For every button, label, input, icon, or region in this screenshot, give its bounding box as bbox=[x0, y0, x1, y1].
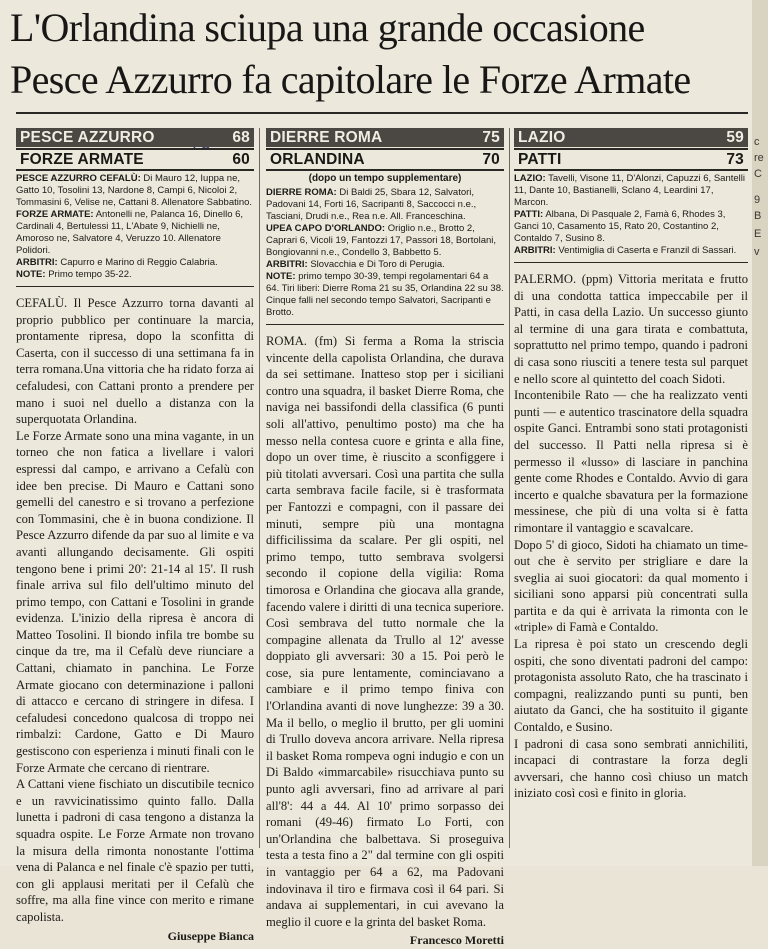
article-body bbox=[16, 295, 254, 926]
margin-fragment: re bbox=[754, 152, 764, 164]
team-score: 60 bbox=[232, 151, 250, 168]
article-body bbox=[514, 271, 748, 802]
team-score: 75 bbox=[482, 129, 500, 146]
author-signature: Giuseppe Bianca bbox=[167, 928, 254, 943]
team-score: 73 bbox=[726, 151, 744, 168]
paragraph: Dopo 5' di gioco, Sidoti ha chiamato un time-out che è servito per strigliare e dare la sveglia ai suoi giocatori: da qual momento i siciliani sono apparsi più concentrati sulla partita e da qui è arrivata la rimonta con le «triple» di Famà e Contaldo. bbox=[514, 537, 748, 635]
team-name: FORZE ARMATE bbox=[20, 151, 144, 168]
paragraph: Le Forze Armate sono una mina vagante, in un torneo che non fatica a livellare i valori espressi dal campo, e arrivano a Cefalù con idee ben precise. Di Mauro e Cattani sono gemelli del canestro e si trovano a perfezione con Tommasini, che è in buona condizione. Il Pesce Azzurro difende da par suo al limite e va avanti allungando decisamente. Gli ospiti tengono bene i primi 20': 21-14 al 15'. Il rush finale arriva sul filo dell'ultimo minuto del primo tempo, con Cattani e Tosolini in grande evidenza. L'inizio della ripresa è ancora di Matteo Tosolini. Il biondo infila tre bombe su cinque da tre, ma il Cefalù deve riunciare a Cattani, chiamato in panchina. Le Forze Armate giocano con determinazione i palloni di attacco e cercano di stringere in difesa. I cefaludesi concedono qualcosa di troppo nei rimbalzi: Cardone, Gatto e Di Mauro gestiscono con esperienza i minuti finali con le Forze Armate che cercano di rientrare. bbox=[16, 428, 254, 775]
team-name: PATTI bbox=[518, 151, 562, 168]
paragraph: I padroni di casa sono sembrati annichiliti, incapaci di contrastare la forza degli avversari, che hanno così chiuso un match iniziato così così e finito in gloria. bbox=[514, 736, 748, 801]
margin-fragment: E bbox=[754, 228, 762, 240]
margin-fragment: c bbox=[754, 136, 760, 148]
score-row-home bbox=[514, 128, 748, 147]
box-rule bbox=[16, 286, 254, 287]
headline-rule bbox=[16, 112, 748, 114]
score-row-home bbox=[266, 128, 504, 147]
headline-line-2: Pesce Azzurro fa capitolare le Forze Armate bbox=[10, 57, 691, 102]
adjacent-page-edge bbox=[752, 0, 768, 866]
article-pesce-azzurro bbox=[16, 128, 254, 945]
tabellino-line: FORZE ARMATE: Antonelli ne, Palanca 16, Dinello 6, Cardinali 4, Bertulessi 11, L'Abate 9, Nichielli ne, Amoroso ne, Salvatore 4, Veruzzo 10. Allenatore Polidori. bbox=[16, 209, 244, 256]
score-row-away bbox=[266, 148, 504, 171]
tabellino bbox=[16, 173, 254, 281]
tabellino-line: PATTI: Albana, Di Pasquale 2, Famà 6, Rhodes 3, Ganci 10, Casamento 15, Rato 20, Costantino 2, Contaldo 7, Susino 8. bbox=[514, 209, 726, 244]
paragraph: A Cattani viene fischiato un discutibile tecnico e un ravvicinatissimo quinto fallo. Dalla lunetta i padroni di casa tengono a distanza la squadra ospite. Le Forze Armate non trovano la misura della rimonta nonostante l'ottima vena di Palanca e nel finale c'è spazio per tutti, con gli applausi meritati per il Cefalù che soffre, ma alla fine vince con merito e rimane capolista. bbox=[16, 777, 254, 924]
tabellino-line: UPEA CAPO D'ORLANDO: Origlio n.e., Brotto 2, Caprari 6, Vicoli 19, Fantozzi 17, Passori 18, Bortolani, Bongiovanni n.e., Condello 3, Babbetto 5. bbox=[266, 223, 497, 258]
tabellino-line: NOTE: primo tempo 30-39, tempi regolamentari 64 a 64. Tiri liberi: Dierre Roma 21 su 35, Orlandina 22 su 38. Cinque falli nel secondo tempo Salvatori, Sacripanti e Brotto. bbox=[266, 271, 504, 318]
margin-fragment: v bbox=[754, 246, 760, 258]
margin-fragment: 9 bbox=[754, 194, 761, 206]
box-rule bbox=[514, 262, 748, 263]
author-signature: Francesco Moretti bbox=[409, 933, 504, 948]
article-body bbox=[266, 333, 504, 930]
column-divider bbox=[509, 128, 510, 848]
team-name: LAZIO bbox=[518, 129, 566, 146]
paragraph: CEFALÙ. Il Pesce Azzurro torna davanti al proprio pubblico per continuare la marcia, prontamente ripresa, dopo la sconfitta di Caserta, con il successo di una settimana fa in terra romana.Una vittoria che ha ridato forza ai cefaludesi, con Cattani pronto a prendere per mano i suoi nel duello a distanza con la superquotata Orlandina. bbox=[16, 296, 254, 427]
paragraph: Incontenibile Rato — che ha realizzato venti punti — e autentico trascinatore della squadra ospite Ganci. Entrambi sono stati protagonisti del successo. Il Patti nella ripresa si è permesso il «lusso» di lasciare in panchina gente come Rhodes e Contaldo. Avvio di gara incerto e qualche sbavatura per la formazione messinese, che più di una volta si è fatta rimontare il vantaggio e scavalcare. bbox=[514, 388, 748, 535]
overtime-note: (dopo un tempo supplementare) bbox=[308, 173, 462, 184]
margin-fragment: B bbox=[754, 210, 762, 222]
team-score: 68 bbox=[232, 129, 250, 146]
team-name: DIERRE ROMA bbox=[270, 129, 383, 146]
score-row-away bbox=[514, 148, 748, 171]
tabellino-line: ARBITRI: Slovacchia e Di Toro di Perugia. bbox=[266, 259, 445, 270]
tabellino bbox=[266, 187, 504, 319]
tabellino-line: ARBITRI: Ventimiglia di Caserta e Franzil di Sassari. bbox=[514, 245, 737, 256]
box-rule bbox=[266, 324, 504, 325]
team-name: ORLANDINA bbox=[270, 151, 365, 168]
team-name: PESCE AZZURRO bbox=[20, 129, 155, 146]
column-divider bbox=[259, 128, 260, 848]
paragraph: La ripresa è poi stato un crescendo degli ospiti, che sono diventati padroni del campo: protagonista assoluto Rato, che ha trascinato i compagni, realizzando punti su punti, ben aiutato da Ganci, che ha sostituito il gigante Contaldo, e Susino. bbox=[514, 637, 748, 735]
tabellino-line: ARBITRI: Capurro e Marino di Reggio Calabria. bbox=[16, 257, 218, 268]
headline-line-1: L'Orlandina sciupa una grande occasione bbox=[10, 5, 645, 50]
article-dierre-roma bbox=[266, 128, 504, 949]
margin-fragment: C bbox=[754, 168, 762, 180]
paragraph: PALERMO. (ppm) Vittoria meritata e frutto di una condotta tattica impeccabile per il Patti, in casa della Lazio. Un successo giunto al termine di una gara tirata e combattuta, soprattutto nel primo tempo, quando i padroni di casa sono riusciti a tenere testa sul parquet e nello score al quintetto del coach Sidoti. bbox=[514, 272, 748, 386]
tabellino-line: NOTE: Primo tempo 35-22. bbox=[16, 269, 132, 280]
score-row-away bbox=[16, 148, 254, 171]
team-score: 59 bbox=[726, 129, 744, 146]
tabellino-line: PESCE AZZURRO CEFALÙ: Di Mauro 12, Iuppa ne, Gatto 10, Tosolini 13, Nardone 8, Campi 6, Nicoloi 2, Tommasini 6, Velise ne, Cattani 8. Allenatore Sabbatino. bbox=[16, 173, 253, 208]
tabellino-line: DIERRE ROMA: Di Baldi 25, Sbara 12, Salvatori, Padovani 14, Forti 16, Sacripanti 8, Saccocci n.e., Tasciani, Drudi n.e., Rea n.e. All. Franceschina. bbox=[266, 187, 477, 222]
tabellino-line: LAZIO: Tavelli, Visone 11, D'Alonzi, Capuzzi 6, Santelli 11, Dante 10, Bastianelli, Sclano 4, Leardini 17, Marcon. bbox=[514, 173, 745, 208]
score-row-home bbox=[16, 128, 254, 147]
paragraph: ROMA. (fm) Si ferma a Roma la striscia vincente della capolista Orlandina, che durava da sei settimane. Inatteso stop per i siciliani contro una squadra, il basket Dierre Roma, che naviga nei bassifondi della classifica (6 punti soli all'attivo, penultimo posto) ma che ha messo nella contesa cuore e grinta e alla fine, dopo un over time, è riuscito a sconfiggere i più titolati avversari. Così una partita che sulla carta sembrava facile facile, si è trasformata per Fantozzi e compagni, con il passare dei minuti, sempre più una montagna difficilissima da scalare. Per gli ospiti, nel primo tempo, tutto sembrava svolgersi secondo il copione della vigilia: Roma timorosa e Orlandina che giocava alla grande, facendo valere i diritti di una tecnica superiore. Così sembrava del tutto normale che la compagine allenata da Trullo al 12' avesse doppiato gli avversari: 30 a 15. Poi però le cose, sia pure lentamente, cominciavano a cambiare e il primo tempo finiva con l'Orlandina avanti di nove lunghezze: 39 a 30. Ma il bello, o meglio il brutto, per gli uomini di Trullo doveva ancora arrivare. Nella ripresa il basket Roma rompeva ogni indugio e con un Di Baldo «immarcabile» risucchiava punto su punto agli avversari, fino ad arrivare al pari all'8': 44 a 44. Al 10' primo sorpasso dei romani (49-46) firmato Lo Forti, con un'Orlandina che balbettava. Si proseguiva testa a testa fino a 2" dal termine con gli ospiti in vantaggio per 64 a 62, ma Padovani indovinava il tiro e firmava così il 64 pari. Si andava ai supplementari, in cui avevano la meglio il cuore e la grinta del basket Roma. bbox=[266, 334, 504, 929]
team-score: 70 bbox=[482, 151, 500, 168]
tabellino bbox=[514, 173, 748, 257]
article-lazio-patti bbox=[514, 128, 748, 802]
